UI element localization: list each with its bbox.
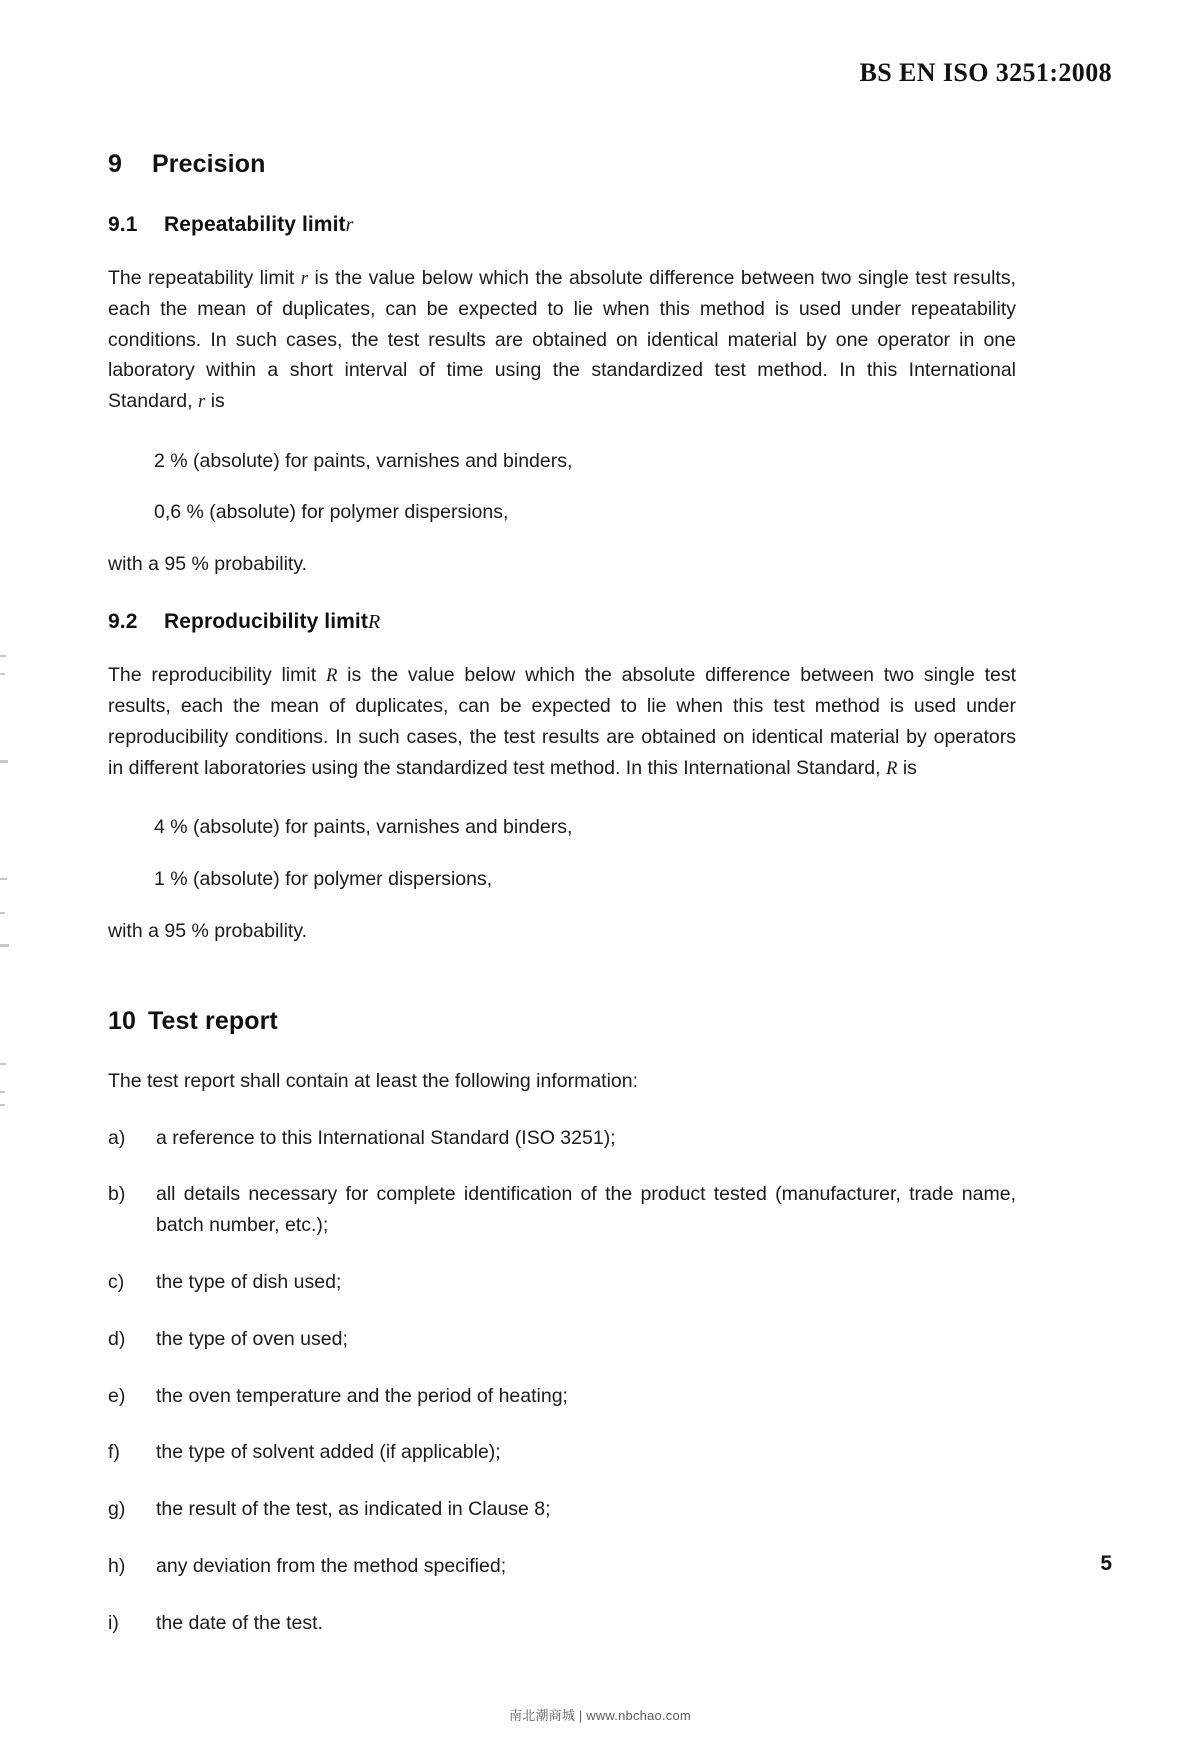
list-marker: c) bbox=[108, 1270, 125, 1293]
scan-artifact bbox=[0, 1091, 5, 1093]
paragraph-text-part: is the value below which the absolute difference between two single test results, each the mean of duplicates, can be expected to lie when this test method is used under reproducibility conditions. In such cases, the test results are obtained on identical material by operators in different laboratories using the standardized test method. In this International Standard, bbox=[108, 664, 1017, 779]
scan-artifact bbox=[0, 944, 9, 947]
list-item bbox=[108, 1381, 1016, 1412]
subclause-9-2-paragraph bbox=[108, 660, 1016, 783]
test-report-list bbox=[108, 1123, 1016, 1639]
repeatability-probability: with a 95 % probability. bbox=[108, 553, 308, 576]
subclause-9-2-heading bbox=[108, 610, 1016, 634]
clause-9-title: Precision bbox=[152, 150, 266, 178]
inline-symbol-r: r bbox=[300, 268, 309, 289]
list-item-text: any deviation from the method specified; bbox=[156, 1554, 507, 1577]
scan-artifact bbox=[0, 673, 5, 675]
inline-symbol-R: R bbox=[325, 665, 338, 687]
repeatability-value-paints: 2 % (absolute) for paints, varnishes and binders, bbox=[154, 449, 573, 472]
list-item-text: the type of solvent added (if applicable); bbox=[156, 1441, 501, 1464]
list-item-text: the result of the test, as indicated in Clause 8; bbox=[156, 1498, 551, 1521]
scan-artifact bbox=[0, 1104, 5, 1106]
list-marker: e) bbox=[108, 1384, 126, 1407]
list-item bbox=[108, 1494, 1016, 1525]
list-marker: d) bbox=[108, 1327, 126, 1350]
paragraph-text-part: The repeatability limit bbox=[108, 267, 295, 289]
list-marker: a) bbox=[108, 1126, 126, 1149]
paragraph-text-part: is bbox=[210, 390, 225, 413]
subclause-9-1-heading bbox=[108, 213, 1016, 237]
list-item-text: the type of oven used; bbox=[156, 1327, 348, 1350]
subclause-9-1-symbol: r bbox=[345, 214, 354, 236]
clause-10-title: Test report bbox=[148, 1006, 278, 1035]
inline-symbol-R: R bbox=[885, 757, 898, 779]
list-marker: g) bbox=[108, 1498, 126, 1521]
list-item-text: all details necessary for complete identification of the product tested (manufacturer, trade name, batch number, etc.); bbox=[156, 1183, 1016, 1237]
list-item-text: a reference to this International Standard (ISO 3251); bbox=[156, 1126, 616, 1149]
paragraph-text-part: The reproducibility limit bbox=[108, 664, 317, 687]
reproducibility-value-dispersions: 1 % (absolute) for polymer dispersions, bbox=[154, 867, 493, 890]
test-report-intro: The test report shall contain at least the following information: bbox=[108, 1069, 639, 1092]
list-item bbox=[108, 1324, 1016, 1355]
list-marker: f) bbox=[108, 1441, 120, 1464]
list-item bbox=[108, 1437, 1016, 1468]
subclause-9-2-number: 9.2 bbox=[108, 610, 138, 634]
subclause-9-1-number: 9.1 bbox=[108, 213, 138, 236]
clause-10-number: 10 bbox=[108, 1006, 137, 1035]
footer-watermark: 南北潮商城 | www.nbchao.com bbox=[509, 1708, 691, 1723]
clause-10-heading bbox=[108, 1007, 1016, 1036]
clause-9-number: 9 bbox=[108, 150, 123, 178]
paragraph-text-part: is bbox=[902, 756, 917, 779]
list-item bbox=[108, 1179, 1016, 1241]
page-content bbox=[108, 150, 1016, 1639]
list-item-text: the oven temperature and the period of heating; bbox=[156, 1384, 568, 1407]
list-item bbox=[108, 1123, 1016, 1154]
list-item bbox=[108, 1551, 1016, 1582]
scan-artifact bbox=[0, 1063, 6, 1065]
reproducibility-value-paints: 4 % (absolute) for paints, varnishes and binders, bbox=[154, 816, 573, 839]
scan-artifact bbox=[0, 878, 7, 880]
list-marker: b) bbox=[108, 1183, 126, 1206]
list-marker: i) bbox=[108, 1611, 119, 1634]
subclause-9-1-paragraph bbox=[108, 263, 1016, 417]
reproducibility-probability: with a 95 % probability. bbox=[108, 919, 308, 942]
scan-artifact bbox=[0, 655, 6, 657]
list-item bbox=[108, 1608, 1016, 1639]
inline-symbol-r: r bbox=[197, 391, 206, 413]
repeatability-value-dispersions: 0,6 % (absolute) for polymer dispersions, bbox=[154, 501, 509, 524]
list-marker: h) bbox=[108, 1554, 126, 1577]
list-item-text: the date of the test. bbox=[156, 1611, 323, 1634]
subclause-9-2-title: Reproducibility limit bbox=[164, 610, 368, 634]
paragraph-text-part: is the value below which the absolute difference between two single test results, each the mean of duplicates, can be expected to lie when this method is used under repeatability conditions. In such cases, the test results are obtained on identical material by one operator in one laboratory within a short interval of time using the standardized test method. In this International Standard, bbox=[108, 267, 1017, 413]
subclause-9-2-symbol: R bbox=[367, 611, 381, 634]
list-item bbox=[108, 1267, 1016, 1298]
running-header: BS EN ISO 3251:2008 bbox=[859, 58, 1112, 87]
clause-9-heading bbox=[108, 150, 1016, 179]
scan-artifact bbox=[0, 760, 8, 763]
scan-artifact bbox=[0, 912, 5, 914]
subclause-9-1-title: Repeatability limit bbox=[164, 213, 346, 236]
list-item-text: the type of dish used; bbox=[156, 1270, 342, 1293]
page-number: 5 bbox=[1100, 1552, 1112, 1575]
